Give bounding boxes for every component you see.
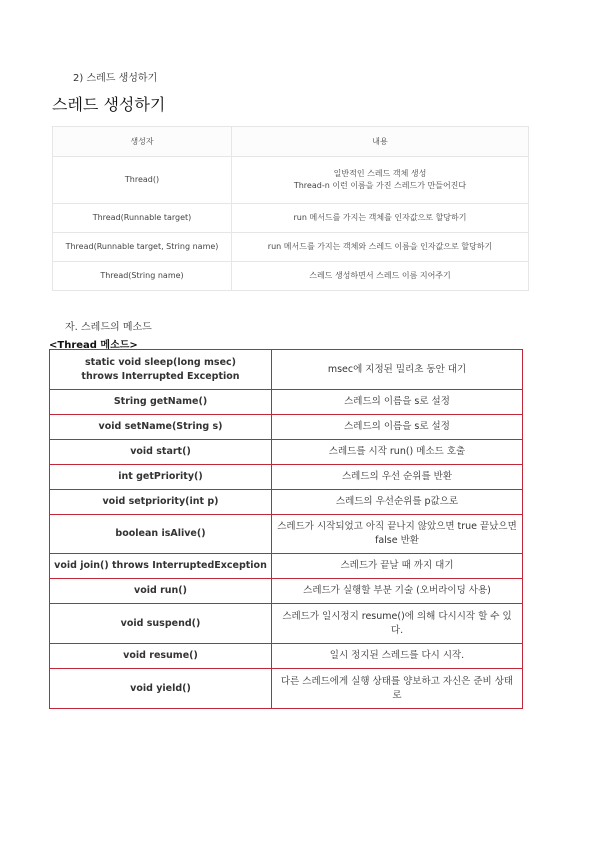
method-signature (50, 579, 272, 604)
method-description (272, 515, 523, 554)
method-signature-line: boolean isAlive() (115, 528, 206, 540)
method-description (272, 644, 523, 669)
method-row (50, 644, 523, 669)
method-row (50, 390, 523, 415)
method-row (50, 465, 523, 490)
constructor-name: Thread() (53, 157, 232, 204)
page-title: 스레드 생성하기 (52, 95, 166, 114)
method-description (272, 440, 523, 465)
constructor-name: Thread(String name) (53, 262, 232, 291)
method-description (272, 490, 523, 515)
constructor-row (53, 262, 529, 291)
method-signature-line: void setName(String s) (98, 421, 223, 433)
constructor-table-header (53, 127, 529, 157)
method-signature-line: void start() (130, 446, 191, 458)
method-signature (50, 644, 272, 669)
method-signature-line: void setpriority(int p) (102, 496, 219, 508)
method-signature-line: void run() (134, 585, 187, 597)
method-description-line: 스레드를 시작 run() 메소드 호출 (328, 446, 466, 458)
constructor-description (232, 262, 529, 291)
method-signature-line: throws Interrupted Exception (81, 370, 240, 382)
description-line: 스레드 생성하면서 스레드 이름 지어주기 (309, 271, 451, 280)
method-signature (50, 490, 272, 515)
constructor-description (232, 204, 529, 233)
method-description-line: 스레드가 끝날 때 까지 대기 (340, 560, 454, 572)
method-description (272, 669, 523, 709)
method-description-line: 로 (392, 689, 402, 701)
method-signature (50, 604, 272, 644)
method-description (272, 465, 523, 490)
constructor-row (53, 204, 529, 233)
method-signature (50, 554, 272, 579)
description-line: run 메서드를 가지는 객체와 스레드 이름을 인자값으로 할당하기 (267, 242, 493, 251)
section-label: 2) 스레드 생성하기 (73, 73, 158, 84)
method-description-line: 스레드의 우선 순위를 반환 (341, 471, 452, 483)
constructor-row (53, 157, 529, 204)
method-row (50, 515, 523, 554)
method-description-line: 다른 스레드에게 실행 상태를 양보하고 자신은 준비 상태 (280, 675, 514, 687)
method-description-line: false 반환 (375, 535, 419, 546)
method-signature-line: void yield() (130, 682, 191, 694)
method-signature-line: void resume() (123, 650, 198, 662)
method-row (50, 415, 523, 440)
method-row (50, 350, 523, 390)
method-signature (50, 350, 272, 390)
method-row (50, 604, 523, 644)
method-signature (50, 440, 272, 465)
method-row (50, 554, 523, 579)
method-row (50, 440, 523, 465)
constructor-description (232, 233, 529, 262)
method-description-line: 일시 정지된 스레드를 다시 시작. (329, 650, 465, 662)
method-row (50, 579, 523, 604)
header-constructor: 생성자 (53, 127, 232, 157)
section2-label: 자. 스레드의 메소드 (65, 322, 152, 333)
description-line: Thread-n 이런 이름을 가진 스레드가 만들어진다 (293, 181, 467, 190)
method-description (272, 579, 523, 604)
method-description (272, 604, 523, 644)
description-line: run 메서드를 가지는 객체를 인자값으로 할당하기 (293, 213, 467, 222)
method-description-line: 스레드가 실행할 부분 기술 (오버라이딩 사용) (303, 585, 491, 597)
method-description-line: 스레드의 이름을 s로 설정 (344, 421, 450, 433)
method-description (272, 554, 523, 579)
method-signature (50, 415, 272, 440)
method-table (49, 349, 523, 709)
constructor-table (52, 126, 529, 291)
method-row (50, 490, 523, 515)
method-description-line: 스레드가 시작되었고 아직 끝나지 않았으면 true 끝났으면 (277, 521, 517, 533)
method-signature-line: static void sleep(long msec) (85, 356, 236, 368)
constructor-name: Thread(Runnable target, String name) (53, 233, 232, 262)
method-signature (50, 669, 272, 709)
method-signature (50, 465, 272, 490)
constructor-description (232, 157, 529, 204)
method-signature-line: String getName() (113, 396, 208, 408)
method-description (272, 390, 523, 415)
method-description-line: 스레드의 이름을 s로 설정 (344, 396, 450, 408)
method-description-line: 스레드의 우선순위를 p값으로 (335, 496, 459, 508)
method-description-line: msec에 지정된 밀리초 동안 대기 (327, 363, 467, 375)
method-signature-line: void join() throws InterruptedException (54, 560, 267, 572)
header-content: 내용 (232, 127, 529, 157)
method-table-label: <Thread 메소드> (49, 340, 138, 351)
constructor-name: Thread(Runnable target) (53, 204, 232, 233)
method-description (272, 350, 523, 390)
method-signature (50, 390, 272, 415)
method-description (272, 415, 523, 440)
method-signature (50, 515, 272, 554)
method-signature-line: void suspend() (120, 617, 201, 629)
description-line: 일반적인 스레드 객체 생성 (333, 169, 427, 178)
method-description-line: 스레드가 일시정지 resume()에 의해 다시시작 할 수 있 (282, 610, 512, 622)
method-signature-line: int getPriority() (118, 471, 203, 483)
constructor-row (53, 233, 529, 262)
method-row (50, 669, 523, 709)
method-description-line: 다. (390, 624, 404, 636)
